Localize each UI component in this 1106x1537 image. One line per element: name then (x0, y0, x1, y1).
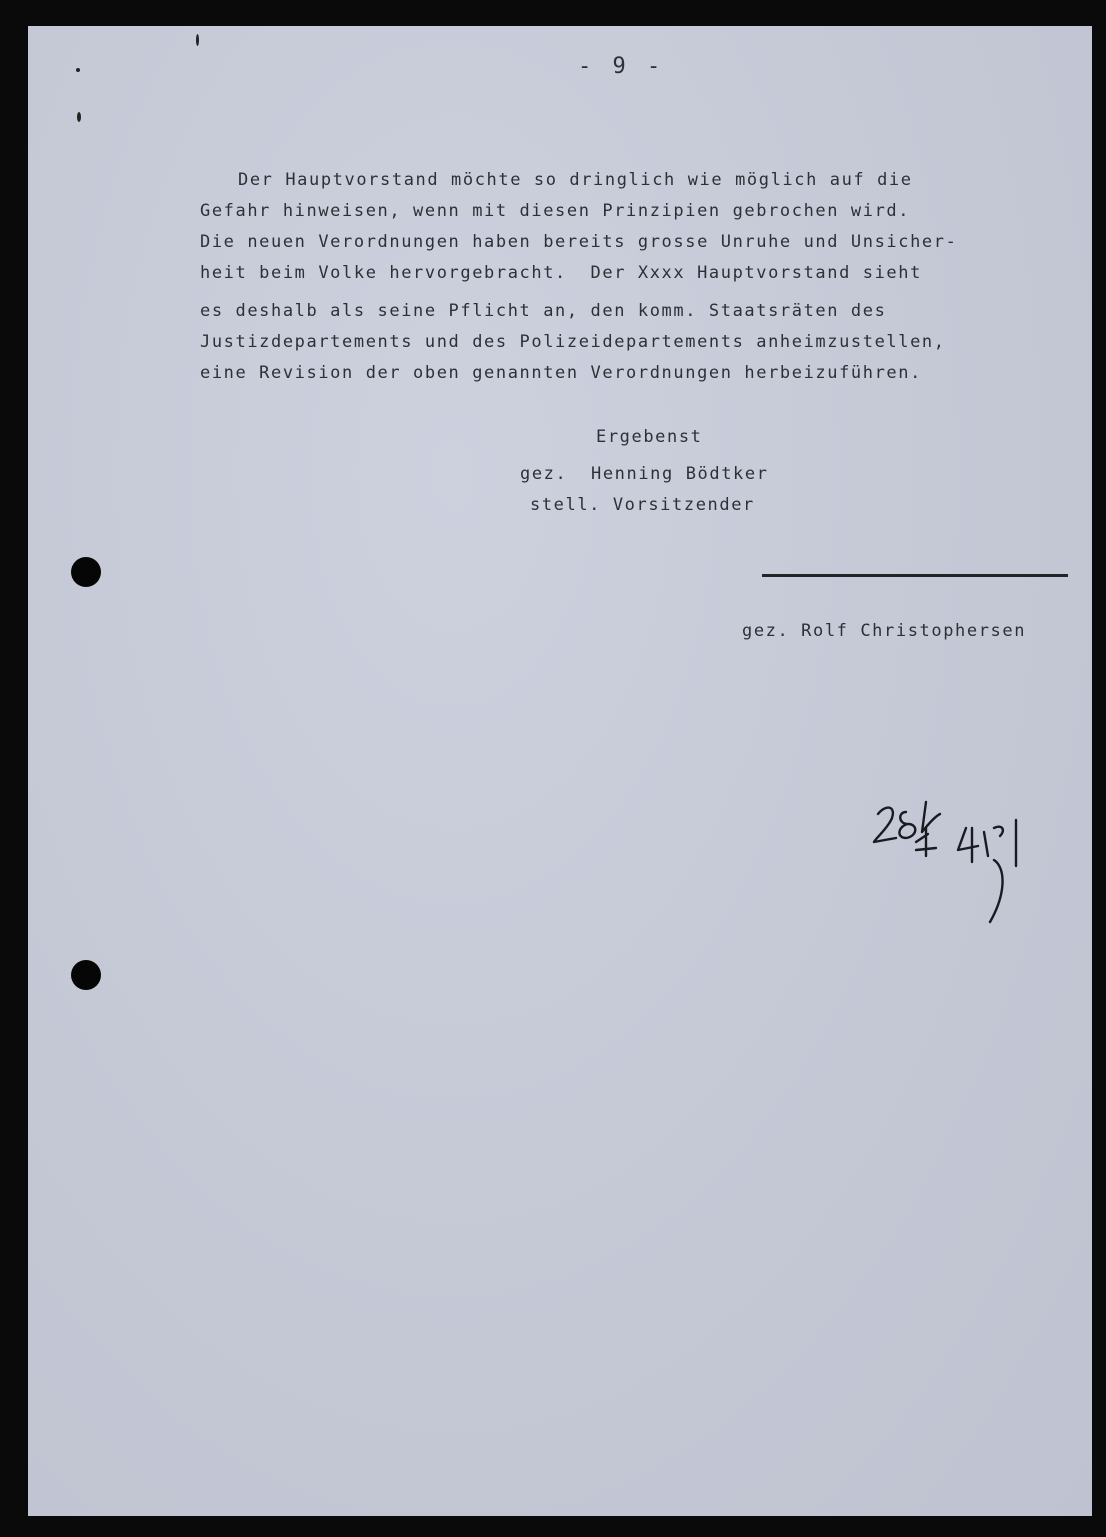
paper-speck (76, 68, 80, 72)
body-line-4: heit beim Volke hervorgebracht. Der Xxxx Hauptvorstand sieht (200, 263, 922, 283)
punch-hole-bottom (71, 960, 101, 990)
signature-title: stell. Vorsitzender (530, 495, 755, 515)
body-line-2: Gefahr hinweisen, wenn mit diesen Prinzipien gebrochen wird. (200, 201, 911, 221)
body-line-5: es deshalb als seine Pflicht an, den komm. Staatsräten des (200, 301, 887, 321)
handwritten-annotation (866, 798, 1046, 938)
body-line-7: eine Revision der oben genannten Verordnungen herbeizuführen. (200, 363, 922, 383)
signature-line (762, 574, 1068, 577)
paper-speck (77, 112, 81, 122)
second-signature: gez. Rolf Christophersen (742, 621, 1027, 641)
body-line-3: Die neuen Verordnungen haben bereits grosse Unruhe und Unsicher- (200, 232, 958, 252)
body-line-6: Justizdepartements und des Polizeidepartements anheimzustellen, (200, 332, 946, 352)
punch-hole-top (71, 557, 101, 587)
body-line-1: Der Hauptvorstand möchte so dringlich wie möglich auf die (238, 170, 913, 190)
signature-name: gez. Henning Bödtker (520, 464, 769, 484)
page-number: - 9 - (578, 54, 665, 79)
paper-speck (196, 34, 199, 46)
closing-salutation: Ergebenst (596, 427, 703, 447)
